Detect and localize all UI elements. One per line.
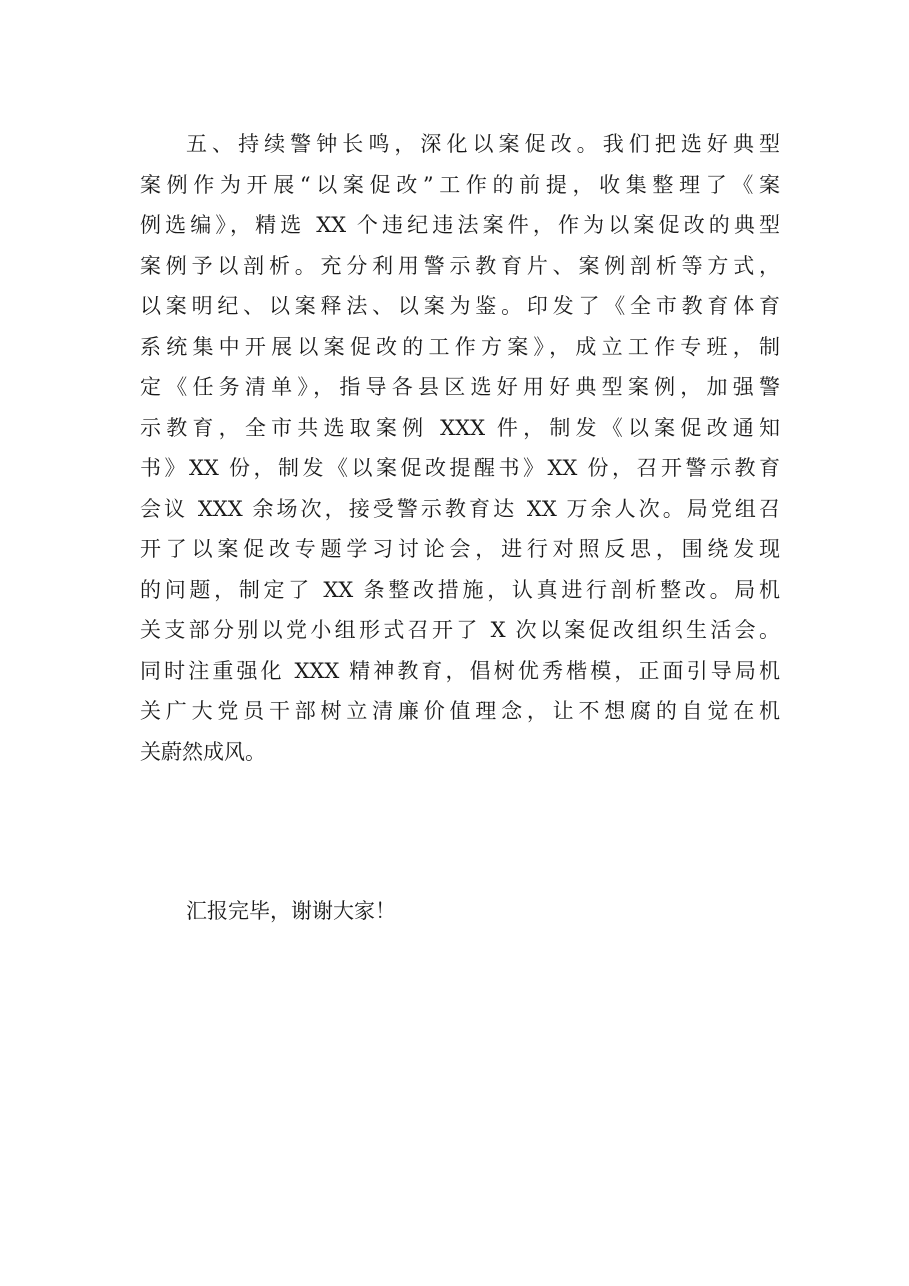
paragraph-line: 关蔚然成风。: [140, 739, 266, 764]
paragraph-line: 会议 XXX 余场次，接受警示教育达 XX 万余人次。局党组召: [140, 496, 780, 521]
paragraph-section-five: [140, 124, 780, 772]
paragraph-line: 开了以案促改专题学习讨论会，进行对照反思，围绕发现: [140, 537, 780, 561]
paragraph-line: 案例予以剖析。充分利用警示教育片、案例剖析等方式，: [140, 253, 780, 278]
paragraph-line: 的问题，制定了 XX 条整改措施，认真进行剖析整改。局机: [140, 577, 780, 602]
paragraph-line: 同时注重强化 XXX 精神教育，倡树优秀楷模，正面引导局机: [140, 658, 780, 683]
paragraph-line: 示教育，全市共选取案例 XXX 件，制发《以案促改通知: [140, 415, 780, 440]
paragraph-line: 定《任务清单》，指导各县区选好用好典型案例，加强警: [140, 375, 780, 399]
paragraph-line: 系统集中开展以案促改的工作方案》，成立工作专班，制: [140, 334, 780, 359]
paragraph-line: 例选编》，精选 XX 个违纪违法案件，作为以案促改的典型: [140, 213, 780, 237]
paragraph-line: 关广大党员干部树立清廉价值理念，让不想腐的自觉在机: [140, 699, 780, 723]
paragraph-line: 案例作为开展“以案促改”工作的前提，收集整理了《案: [140, 172, 780, 197]
paragraph-line: 书》XX 份，制发《以案促改提醒书》XX 份，召开警示教育: [140, 456, 780, 480]
paragraph-line: 五、持续警钟长鸣，深化以案促改。我们把选好典型: [186, 132, 780, 156]
paragraph-line: 以案明纪、以案释法、以案为鉴。印发了《全市教育体育: [140, 294, 780, 318]
paragraph-line: 关支部分别以党小组形式召开了 X 次以案促改组织生活会。: [140, 618, 780, 642]
closing-remark: 汇报完毕，谢谢大家！: [186, 899, 396, 923]
